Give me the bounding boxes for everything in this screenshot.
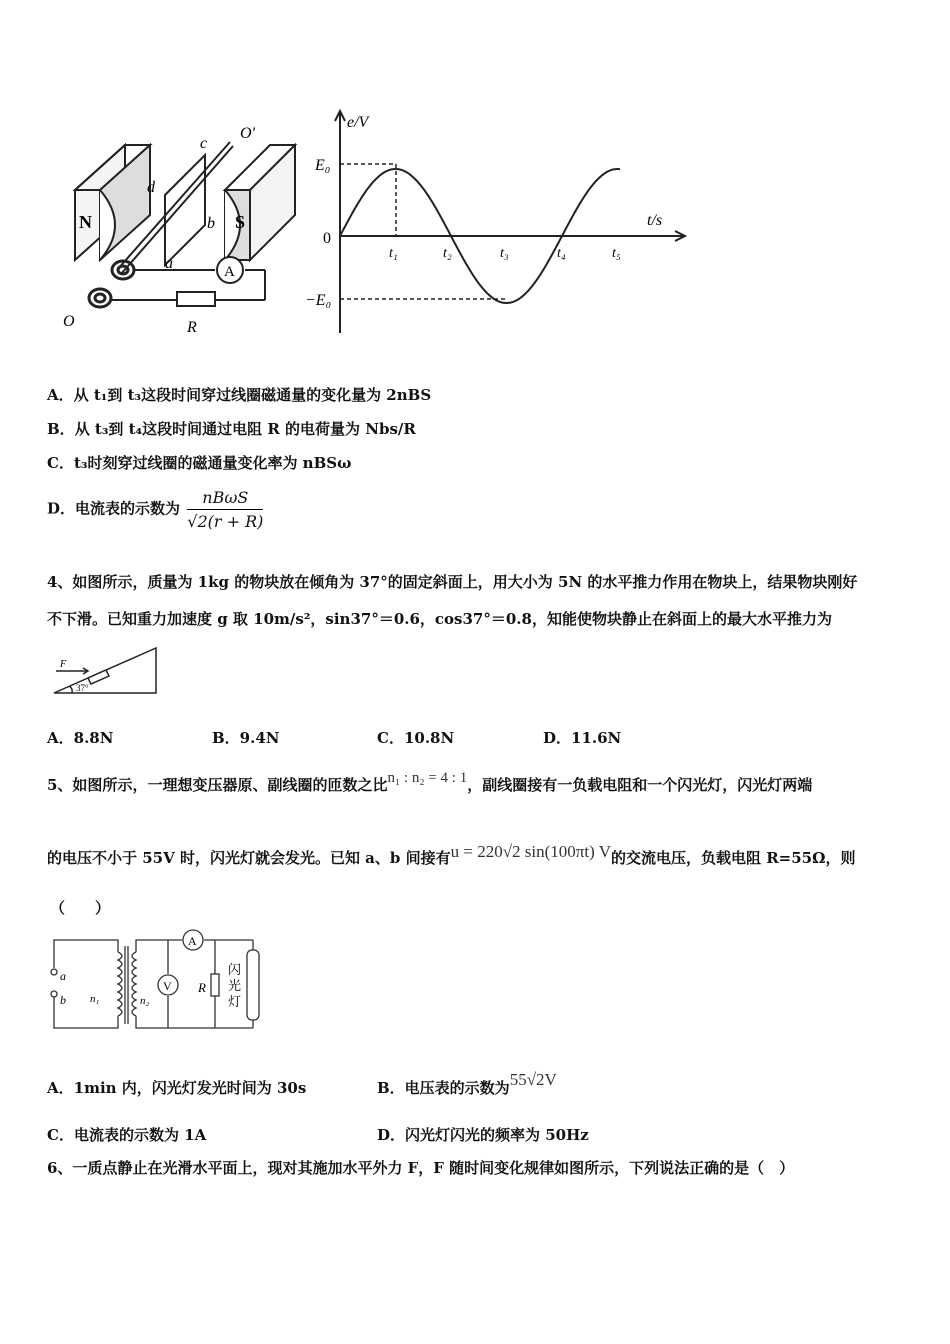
voltage-formula: u = 220√2 sin(100πt) V	[450, 842, 611, 861]
s-label: S	[235, 212, 246, 232]
q5-option-b-value: 55√2V	[509, 1070, 557, 1089]
generator-figure	[55, 120, 330, 350]
q5-line2	[47, 842, 856, 868]
axis-top-label: O'	[240, 125, 255, 142]
q6-line1: 6、一质点静止在光滑水平面上，现对其施加水平外力 F，F 随时间变化规律如图所示，下列说法正确的是（ ）	[47, 1159, 795, 1177]
transformer-figure	[48, 928, 273, 1034]
q5-line1-a: 5、如图所示，一理想变压器原、副线圈的匝数之比	[47, 776, 388, 794]
n-magnet	[75, 145, 150, 260]
lamp-label-2: 光	[228, 978, 242, 993]
current-fraction	[187, 488, 263, 531]
q4-option-a: A．8.8N	[47, 729, 114, 747]
q3-option-c-text: t₃时刻穿过线圈的磁通量变化率为 nBSω	[73, 454, 352, 472]
tick-t3: t₃	[500, 246, 509, 261]
q5-line2-b: 的交流电压，负载电阻 R=55Ω，则	[610, 849, 856, 867]
x-axis-label: t/s	[647, 212, 663, 229]
coil-label-a: a	[165, 255, 173, 272]
load-resistor-label: R	[198, 980, 206, 995]
n-label: N	[79, 212, 92, 232]
transformer-ammeter-label: A	[188, 934, 197, 948]
coil-label-b: b	[207, 215, 215, 232]
force-label: F	[60, 659, 67, 670]
emf-time-graph	[305, 105, 695, 340]
turns-ratio: n₁ : n₂ = 4 : 1	[387, 770, 468, 786]
ammeter-label: A	[224, 264, 235, 280]
y-axis-label: e/V	[347, 114, 369, 131]
angle-label: 37°	[76, 683, 89, 693]
n2-label: n₂	[140, 995, 150, 1007]
n1-label: n₁	[90, 993, 100, 1005]
q5-line1	[47, 770, 813, 796]
q5-option-c: C．电流表的示数为 1A	[47, 1126, 207, 1144]
q4-option-c: C．10.8N	[377, 729, 455, 747]
q3-option-c	[47, 453, 351, 473]
emin-label: −E₀	[305, 292, 332, 309]
voltmeter-label: V	[163, 979, 172, 993]
lamp-label-1: 闪	[228, 962, 242, 977]
tick-t2: t₂	[443, 246, 452, 261]
lamp-label-3: 灯	[228, 994, 242, 1009]
q3-option-d-label: D．	[47, 499, 76, 518]
q3-option-d	[47, 488, 263, 531]
q4-option-d: D．11.6N	[543, 729, 622, 747]
q5-option-b	[377, 1070, 557, 1098]
coil-label-d: d	[147, 179, 155, 196]
axis-bottom-label: O	[63, 313, 75, 330]
q4-line1: 4、如图所示，质量为 1kg 的物块放在倾角为 37°的固定斜面上，用大小为 5N 的水平推力作用在物块上，结果物块刚好	[47, 573, 858, 591]
terminal-b: b	[60, 993, 66, 1007]
incline-figure	[52, 645, 162, 697]
q3-option-b-label: B．	[47, 420, 75, 438]
q3-option-a-label: A．	[47, 386, 74, 404]
tick-t5: t₅	[612, 246, 621, 261]
q3-option-c-label: C．	[47, 454, 74, 472]
terminal-a: a	[60, 969, 66, 983]
fraction-numerator: nBωS	[187, 488, 263, 510]
emax-label: E₀	[315, 157, 331, 174]
fraction-denominator: √2(r + R)	[187, 512, 264, 531]
q3-option-a-text: 从 t₁到 t₃这段时间穿过线圈磁通量的变化量为 2nBS	[73, 386, 432, 404]
q5-option-b-text: B．电压表的示数为	[377, 1079, 510, 1097]
q3-option-b	[47, 419, 416, 439]
s-magnet	[225, 145, 295, 260]
q5-line1-b: ，副线圈接有一负载电阻和一个闪光灯，闪光灯两端	[467, 776, 813, 794]
q5-paren: （ ）	[50, 899, 111, 917]
q5-option-d: D．闪光灯闪光的频率为 50Hz	[377, 1126, 589, 1144]
coil-label-c: c	[200, 135, 208, 152]
q3-option-d-text: 电流表的示数为	[75, 499, 181, 518]
origin-label: 0	[323, 230, 331, 247]
q5-option-a: A．1min 内，闪光灯发光时间为 30s	[47, 1079, 307, 1097]
tick-t4: t₄	[557, 246, 566, 261]
q3-option-b-text: 从 t₃到 t₄这段时间通过电阻 R 的电荷量为 Nbs/R	[74, 420, 416, 438]
tick-t1: t₁	[389, 246, 398, 261]
q4-option-b: B．9.4N	[212, 729, 280, 747]
q5-line2-a: 的电压不小于 55V 时，闪光灯就会发光。已知 a、b 间接有	[47, 849, 451, 867]
q3-option-a	[47, 385, 431, 405]
q4-line2: 不下滑。已知重力加速度 g 取 10m/s²，sin37°＝0.6，cos37°＝0.8，知能使物块静止在斜面上的最大水平推力为	[47, 610, 832, 628]
resistor-label: R	[187, 319, 197, 336]
